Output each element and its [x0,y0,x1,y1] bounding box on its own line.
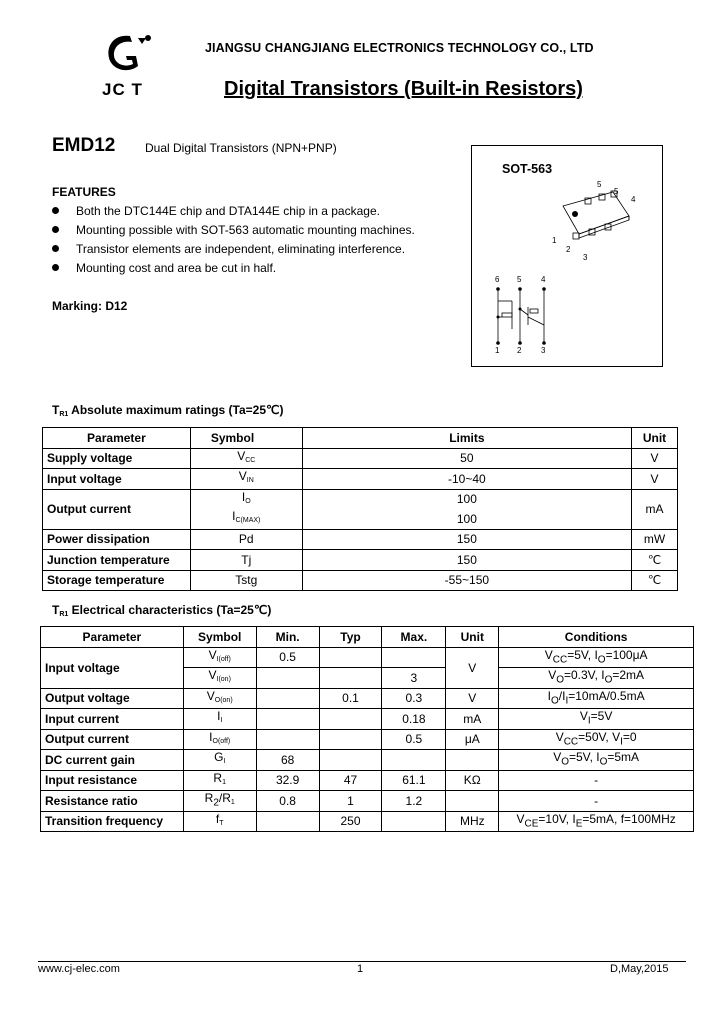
unit-cell: mW [632,529,678,550]
conditions-cell: - [499,791,694,812]
logo-text: JC T [102,80,143,99]
part-description: Dual Digital Transistors (NPN+PNP) [145,141,337,155]
schematic-diagram [488,285,558,347]
pkg-pin-label: 4 [631,195,636,204]
min-cell [256,709,319,730]
pkg-pin-label: 2 [566,245,571,254]
symbol-cell: $R_2/R_1$ [183,791,256,812]
unit-cell: mA [632,489,678,529]
typ-cell: 1 [319,791,382,812]
pkg-pin-label: 1 [552,236,557,245]
schematic-pin-label: 5 [517,275,522,284]
column-header: Unit [446,627,499,648]
table-row [43,469,678,490]
parameter-cell: Output voltage [41,688,184,709]
typ-cell [319,729,382,750]
unit-cell: V [632,448,678,469]
table-row [43,550,678,571]
parameter-cell: Input voltage [43,469,191,490]
symbol-cell: $V_{I(on)}$ [183,668,256,689]
typ-cell [319,750,382,771]
abs-max-table [42,427,678,591]
bullet-icon [52,226,59,233]
typ-cell: 250 [319,811,382,832]
table-row [41,750,694,771]
conditions-cell: $V_{CC}=5V$, $I_O=100\mu A$ [499,647,694,668]
unit-cell: ℃ [632,550,678,571]
table-row [41,647,694,668]
parameter-cell: Input current [41,709,184,730]
max-cell: 61.1 [382,770,446,791]
symbol-cell: Pd [190,529,302,550]
footer-date: D,May,2015 [610,963,669,975]
table-row [43,448,678,469]
typ-cell [319,668,382,689]
parameter-cell: Storage temperature [43,570,191,591]
bullet-icon [52,264,59,271]
min-cell: 0.5 [256,647,319,668]
table-row [43,489,678,509]
table-row [41,811,694,832]
footer-page-number: 1 [357,963,364,975]
symbol-cell: $f_T$ [183,811,256,832]
symbol-cell: $R_1$ [183,770,256,791]
symbol-cell: $V_{IN}$ [190,469,302,490]
typ-cell: 0.1 [319,688,382,709]
schematic-pin-label: 3 [541,346,546,355]
part-number: EMD12 [52,135,116,156]
company-name: JIANGSU CHANGJIANG ELECTRONICS TECHNOLOGY CO., LTD [205,41,594,55]
column-header: Typ [319,627,382,648]
unit-cell: V [446,647,499,688]
parameter-cell: Input resistance [41,770,184,791]
max-cell: 3 [382,668,446,689]
table-row [41,791,694,812]
column-header: Unit [632,428,678,449]
bullet-icon [52,245,59,252]
table-row [41,709,694,730]
schematic-pin-label: 1 [495,346,500,355]
abs-max-title: $T_{R1}$ Absolute maximum ratings (Ta=25℃) [52,403,284,418]
max-cell: 0.3 [382,688,446,709]
list-item: Both the DTC144E chip and DTA144E chip in a package. [52,203,415,222]
parameter-cell: Transition frequency [41,811,184,832]
symbol-cell: Tj [190,550,302,571]
pkg-pin-label: 5 [614,187,619,196]
table-row [43,570,678,591]
conditions-cell: $V_O=0.3V$, $I_O=2mA$ [499,668,694,689]
schematic-pin-label: 2 [517,346,522,355]
elec-table [40,626,694,832]
table-header-row [41,627,694,648]
company-logo-icon [100,32,160,78]
parameter-cell: Output current [43,489,191,529]
column-header: Max. [382,627,446,648]
typ-cell: 47 [319,770,382,791]
limit-cell: -55~150 [302,570,631,591]
parameter-cell: DC current gain [41,750,184,771]
unit-cell: μA [446,729,499,750]
footer-url: www.cj-elec.com [38,963,120,975]
marking-label: Marking: D12 [52,299,128,313]
max-cell: 0.5 [382,729,446,750]
pkg-pin-label: 5 [597,180,602,189]
min-cell: 0.8 [256,791,319,812]
schematic-pin-label: 4 [541,275,546,284]
symbol-cell: $I_{C(MAX)}$ [190,509,302,529]
package-title: SOT-563 [502,162,553,176]
column-header: Min. [256,627,319,648]
conditions-cell: $V_O=5V$, $I_O=5mA$ [499,750,694,771]
symbol-cell: $V_{O(on)}$ [183,688,256,709]
min-cell [256,811,319,832]
parameter-cell: Junction temperature [43,550,191,571]
table-header-row [43,428,678,449]
max-cell [382,811,446,832]
list-item: Transistor elements are independent, eliminating interference. [52,241,415,260]
column-header: Symbol [183,627,256,648]
min-cell: 68 [256,750,319,771]
list-item: Mounting possible with SOT-563 automatic mounting machines. [52,222,415,241]
table-row [41,729,694,750]
symbol-cell: $V_{CC}$ [190,448,302,469]
min-cell [256,729,319,750]
pkg-pin-label: 3 [583,253,588,262]
limit-cell: 50 [302,448,631,469]
elec-title: $T_{R1}$ Electrical characteristics (Ta=25℃) [52,603,272,618]
symbol-cell: $I_O$ [190,489,302,509]
list-item: Mounting cost and area be cut in half. [52,260,415,279]
max-cell [382,750,446,771]
conditions-cell: $V_{CE}=10V$, $I_E=5mA$, f=100MHz [499,811,694,832]
min-cell [256,668,319,689]
table-row [41,688,694,709]
symbol-cell: Tstg [190,570,302,591]
unit-cell: V [446,688,499,709]
conditions-cell: $V_{CC}=50V$, $V_I=0$ [499,729,694,750]
features-heading: FEATURES [52,185,116,199]
column-header: Parameter [41,627,184,648]
limit-cell: -10~40 [302,469,631,490]
parameter-cell: Input voltage [41,647,184,688]
parameter-cell: Power dissipation [43,529,191,550]
parameter-cell: Resistance ratio [41,791,184,812]
unit-cell: MHz [446,811,499,832]
document-title: Digital Transistors (Built-in Resistors) [224,78,583,100]
limit-cell: 150 [302,529,631,550]
limit-cell: 150 [302,550,631,571]
max-cell: 1.2 [382,791,446,812]
conditions-cell: - [499,770,694,791]
min-cell [256,688,319,709]
schematic-pin-label: 6 [495,275,500,284]
column-header: Parameter [43,428,191,449]
symbol-cell: $G_I$ [183,750,256,771]
unit-cell [446,750,499,771]
conditions-cell: $V_I=5V$ [499,709,694,730]
typ-cell [319,709,382,730]
symbol-cell: $I_I$ [183,709,256,730]
package-outline-icon [545,178,645,258]
unit-cell: KΩ [446,770,499,791]
symbol-cell: $I_{O(off)}$ [183,729,256,750]
bullet-icon [52,207,59,214]
table-row [43,529,678,550]
symbol-cell: $V_{I(off)}$ [183,647,256,668]
parameter-cell: Output current [41,729,184,750]
min-cell: 32.9 [256,770,319,791]
column-header: Symbol [190,428,302,449]
features-list [52,203,415,279]
column-header: Conditions [499,627,694,648]
unit-cell [446,791,499,812]
unit-cell: V [632,469,678,490]
typ-cell [319,647,382,668]
max-cell [382,647,446,668]
limit-cell: 100 [302,489,631,509]
limit-cell: 100 [302,509,631,529]
footer-divider [38,961,686,962]
max-cell: 0.18 [382,709,446,730]
parameter-cell: Supply voltage [43,448,191,469]
unit-cell: ℃ [632,570,678,591]
conditions-cell: $I_O/I_I=10mA/0.5mA$ [499,688,694,709]
table-row [41,770,694,791]
column-header: Limits [302,428,631,449]
unit-cell: mA [446,709,499,730]
